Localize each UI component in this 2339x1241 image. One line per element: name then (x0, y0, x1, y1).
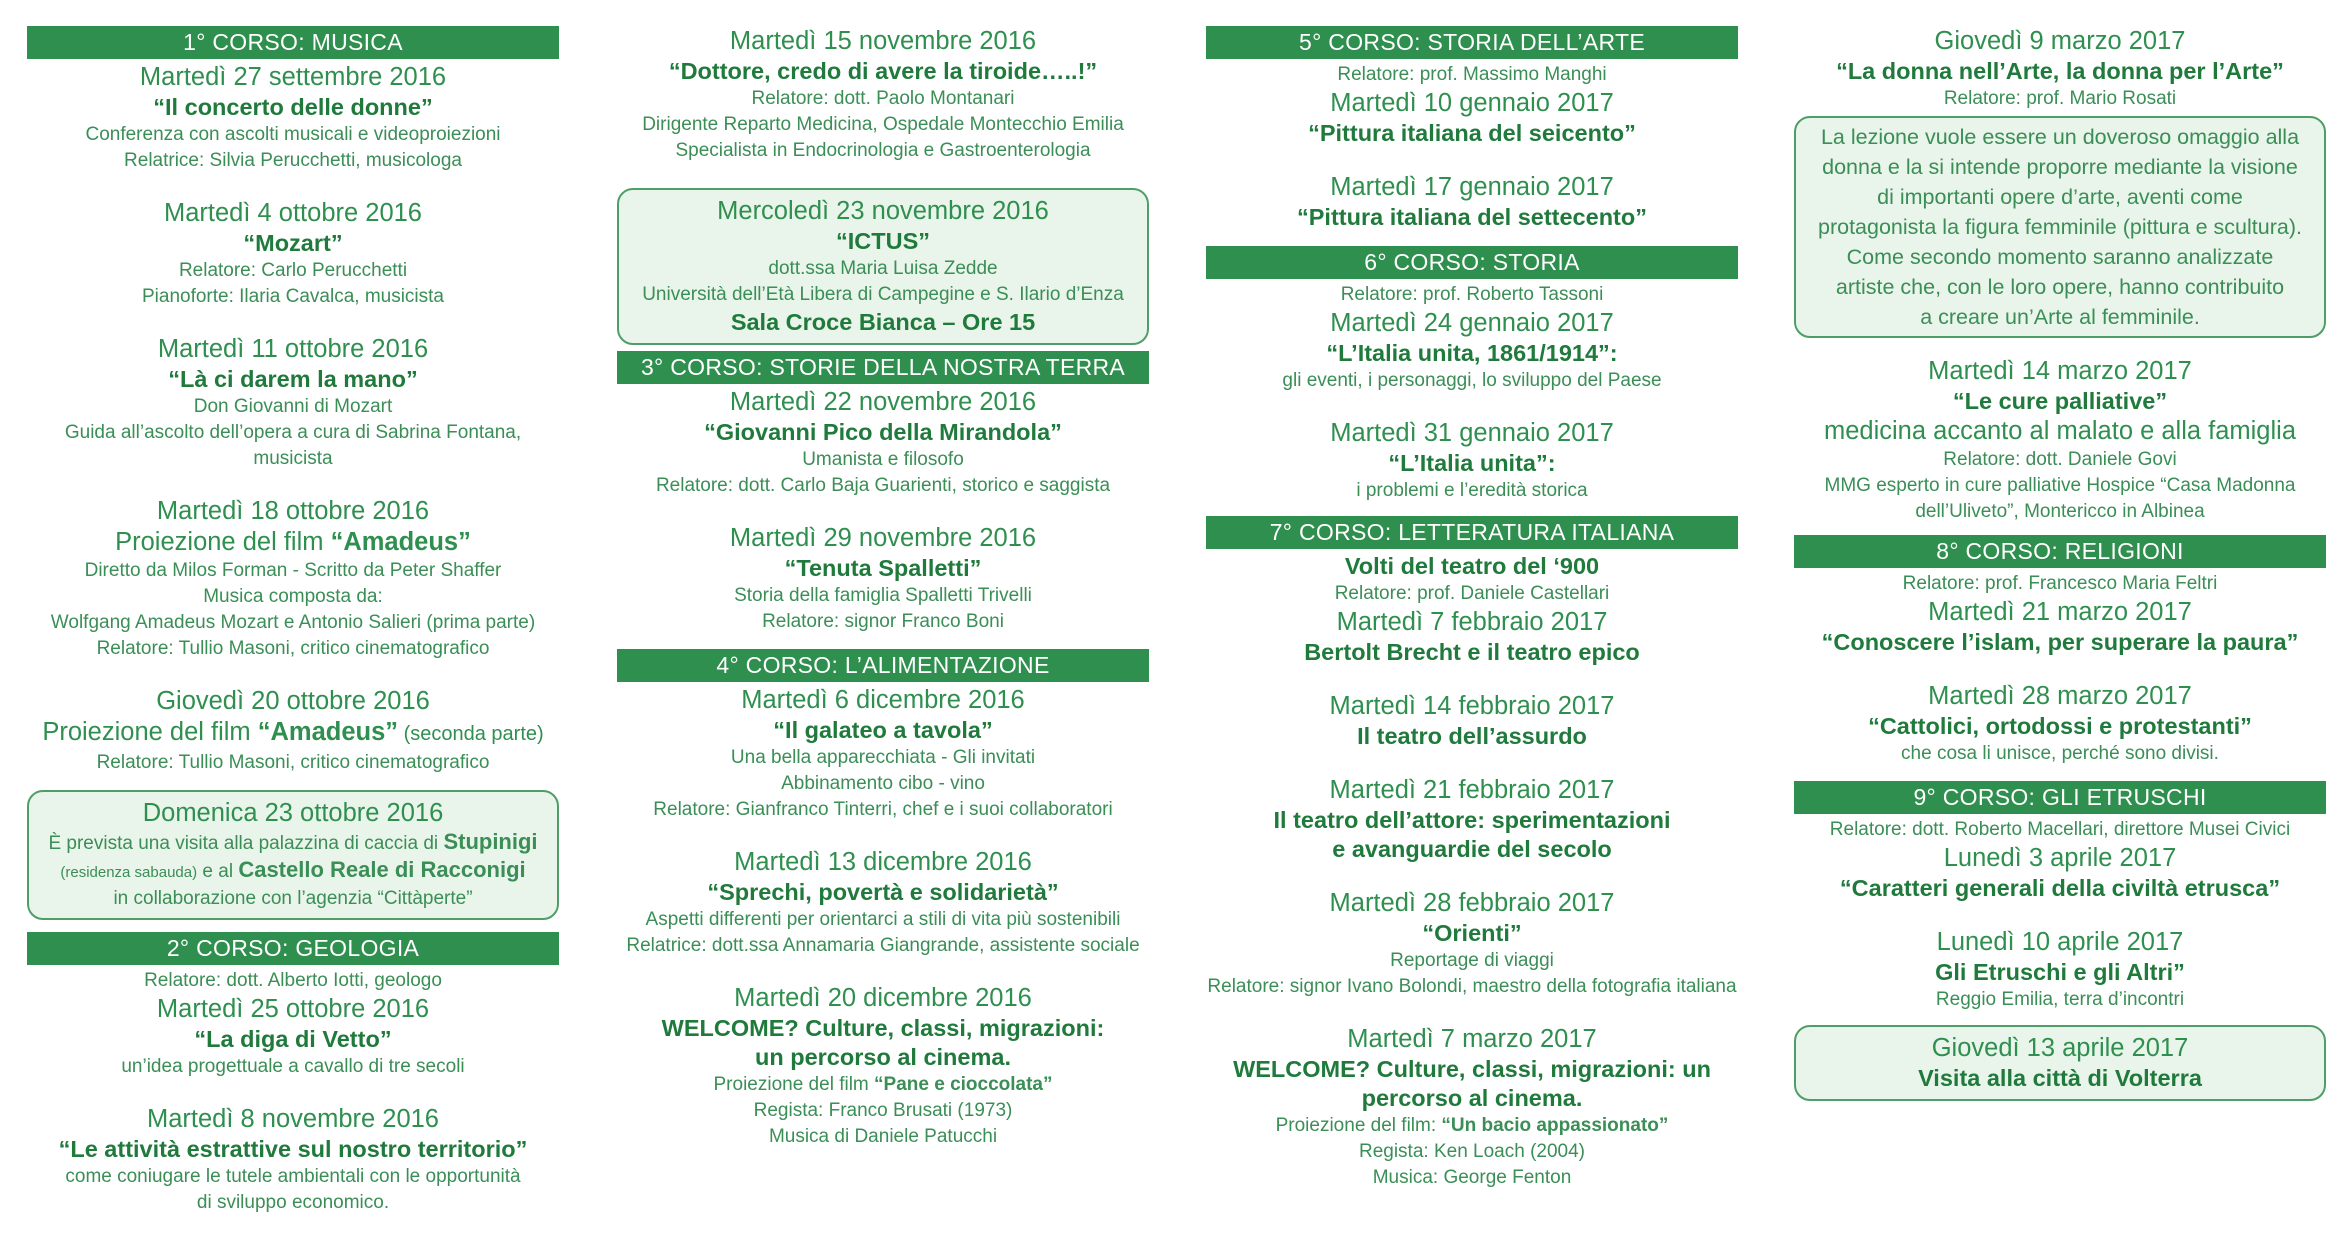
course-header-geologia: 2° CORSO: GEOLOGIA (27, 932, 559, 965)
column-2 (617, 26, 1149, 1150)
event-speaker: Relatore: dott. Daniele Govi (1943, 449, 2177, 470)
event (27, 496, 559, 662)
event-title: “Caratteri generali della civiltà etrusca” (1839, 875, 2281, 901)
event-prefix: Proiezione del film (115, 528, 331, 556)
event-title: “La diga di Vetto” (194, 1026, 392, 1052)
event-film: “Un bacio appassionato” (1441, 1115, 1669, 1136)
event-date: Martedì 28 febbraio 2017 (1329, 889, 1615, 917)
event (27, 334, 559, 472)
event (1794, 26, 2326, 112)
event-detail: Guida all’ascolto dell’opera a cura di Sabrina Fontana, musicista (64, 422, 522, 469)
event-detail: Regista: Franco Brusati (1973) (753, 1100, 1013, 1121)
event-speaker: Relatore: dott. Carlo Baja Guarienti, storico e saggista (655, 475, 1111, 496)
event-title: “Le attività estrattive sul nostro territorio” (58, 1136, 528, 1162)
event-date: Mercoledì 23 novembre 2016 (717, 197, 1049, 225)
event-date: Martedì 29 novembre 2016 (729, 524, 1037, 552)
event (27, 1104, 559, 1216)
event-title: Il teatro dell’attore: sperimentazioni (1273, 807, 1671, 833)
event (1206, 88, 1738, 148)
course-speaker: Relatore: prof. Roberto Tassoni (1340, 284, 1604, 305)
event-detail: Umanista e filosofo (802, 449, 964, 470)
event (1206, 308, 1738, 394)
event-detail: come coniugare le tutele ambientali con le opportunità (65, 1166, 521, 1187)
box-place: Castello Reale di Racconigi (238, 857, 526, 882)
event (1794, 597, 2326, 657)
event-film: “Pane e cioccolata” (874, 1074, 1053, 1095)
event-date: Martedì 15 novembre 2016 (729, 27, 1037, 55)
event-speaker: Relatrice: Silvia Perucchetti, musicologa (124, 150, 462, 171)
event (1206, 691, 1738, 751)
event-date: Martedì 24 gennaio 2017 (1330, 309, 1614, 337)
event-detail: Dirigente Reparto Medicina, Ospedale Montecchio Emilia (642, 114, 1124, 135)
box-line: protagonista la figura femminile (pittura e scultura). (1818, 215, 2302, 239)
column-1 (27, 26, 559, 1216)
column-3 (1206, 26, 1738, 1191)
event-date: Lunedì 10 aprile 2017 (1936, 928, 2184, 956)
event-date: Martedì 18 ottobre 2016 (156, 497, 430, 525)
event-speaker: Relatore: signor Franco Boni (762, 611, 1004, 632)
event-title: “L’Italia unita, 1861/1914”: (1326, 340, 1618, 366)
event-title: un percorso al cinema. (755, 1044, 1011, 1070)
event-detail: Abbinamento cibo - vino (781, 773, 985, 794)
event-date: Martedì 31 gennaio 2017 (1330, 419, 1614, 447)
event-prefix: Proiezione del film (42, 718, 258, 746)
event-date: Martedì 11 ottobre 2016 (157, 335, 429, 363)
event-suffix: (seconda parte) (398, 723, 544, 745)
box-line: donna e la si intende proporre mediante la visione (1822, 155, 2298, 179)
column-4 (1794, 26, 2326, 1101)
event-title: WELCOME? Culture, classi, migrazioni: un (1233, 1056, 1711, 1082)
event-date: Martedì 25 ottobre 2016 (156, 995, 430, 1023)
event-detail: Storia della famiglia Spalletti Trivelli (734, 585, 1032, 606)
event (617, 685, 1149, 823)
event-detail: i problemi e l’eredità storica (1356, 480, 1588, 501)
event-date: Martedì 4 ottobre 2016 (163, 199, 422, 227)
event-date: Martedì 13 dicembre 2016 (734, 848, 1032, 876)
event-date: Giovedì 13 aprile 2017 (1931, 1034, 2189, 1062)
event-speaker: Relatore: dott. Paolo Montanari (751, 88, 1015, 109)
event-title: “L’Italia unita”: (1388, 450, 1556, 476)
box-text: e al (197, 861, 239, 882)
event-detail: Musica di Daniele Patucchi (768, 1126, 998, 1147)
event-speaker: Relatore: Tullio Masoni, critico cinematografico (96, 638, 490, 659)
event-detail: Specialista in Endocrinologia e Gastroenterologia (675, 140, 1091, 161)
event-date: Martedì 28 marzo 2017 (1928, 682, 2192, 710)
box-place: Stupinigi (443, 829, 538, 854)
event-date: Martedì 10 gennaio 2017 (1330, 89, 1614, 117)
event-detail: che cosa li unisce, perché sono divisi. (1901, 743, 2219, 764)
event-title: “ICTUS” (836, 228, 930, 254)
event-film-line (1206, 1113, 1738, 1139)
box-line: in collaborazione con l’agenzia “Cittàperte” (113, 888, 473, 909)
event-detail: Conferenza con ascolti musicali e videoproiezioni (85, 124, 501, 145)
event (1206, 607, 1738, 667)
event-prefix: Proiezione del film: (1275, 1115, 1442, 1136)
event-detail: Don Giovanni di Mozart (193, 396, 393, 417)
course-header-arte: 5° CORSO: STORIA DELL’ARTE (1206, 26, 1738, 59)
event-detail: gli eventi, i personaggi, lo sviluppo del Paese (1282, 370, 1662, 391)
event-detail: MMG esperto in cure palliative Hospice “Casa Madonna (1824, 475, 2296, 496)
event-title: “Pittura italiana del settecento” (1297, 204, 1647, 230)
event-date: Martedì 20 dicembre 2016 (734, 984, 1032, 1012)
event-location: Sala Croce Bianca – Ore 15 (730, 309, 1036, 335)
event (1794, 681, 2326, 767)
event-speaker: Relatore: Carlo Perucchetti (178, 260, 408, 281)
event-detail: dell’Uliveto”, Montericco in Albinea (1915, 501, 2205, 522)
course-speaker: Relatore: prof. Daniele Castellari (1334, 583, 1610, 604)
event (27, 994, 559, 1080)
event-speaker: Relatore: signor Ivano Bolondi, maestro della fotografia italiana (1207, 976, 1737, 997)
highlight-box-visit (27, 790, 559, 920)
event-title: “Mozart” (243, 230, 343, 256)
course-header-storia: 6° CORSO: STORIA (1206, 246, 1738, 279)
event-title: “Il concerto delle donne” (153, 94, 433, 120)
event-title-line (27, 527, 559, 558)
event (1794, 356, 2326, 525)
event-speaker: Relatore: Gianfranco Tinterri, chef e i suoi collaboratori (653, 799, 1113, 820)
event-subtitle: medicina accanto al malato e alla famiglia (1824, 417, 2296, 445)
event (1206, 418, 1738, 504)
event-speaker: Relatore: Tullio Masoni, critico cinematografico (96, 752, 490, 773)
event-speaker: Relatore: prof. Mario Rosati (1943, 88, 2177, 109)
event-detail: un’idea progettuale a cavallo di tre secoli (121, 1056, 465, 1077)
event-detail: Wolfgang Amadeus Mozart e Antonio Salieri (prima parte) (50, 612, 536, 633)
event-title: percorso al cinema. (1361, 1085, 1583, 1111)
highlight-box-ictus (617, 188, 1149, 345)
course-header-religioni: 8° CORSO: RELIGIONI (1794, 535, 2326, 568)
course-speaker: Relatore: dott. Roberto Macellari, direttore Musei Civici (1829, 819, 2291, 840)
event-title-line (27, 717, 559, 750)
course-header-letteratura: 7° CORSO: LETTERATURA ITALIANA (1206, 516, 1738, 549)
event-title: “Conoscere l’islam, per superare la paura” (1821, 629, 2299, 655)
box-note: (residenza sabauda) (60, 864, 198, 881)
event-date: Martedì 7 marzo 2017 (1347, 1025, 1597, 1053)
box-line: di importanti opere d’arte, aventi come (1877, 185, 2243, 209)
box-line (33, 829, 553, 857)
event-title: “Amadeus” (330, 528, 471, 556)
event-detail: di sviluppo economico. (196, 1192, 390, 1213)
event-date: Martedì 14 febbraio 2017 (1329, 692, 1615, 720)
course-speaker: Relatore: dott. Alberto Iotti, geologo (144, 970, 442, 991)
event-detail: Pianoforte: Ilaria Cavalca, musicista (141, 286, 444, 307)
event-title: Visita alla città di Volterra (1918, 1065, 2202, 1091)
event (27, 198, 559, 310)
event-speaker: Relatrice: dott.ssa Annamaria Giangrande, assistente sociale (626, 935, 1140, 956)
event-date: Martedì 17 gennaio 2017 (1330, 173, 1614, 201)
event (1794, 843, 2326, 903)
box-line: Come secondo momento saranno analizzate (1846, 245, 2274, 269)
event-title: “Tenuta Spalletti” (784, 555, 982, 581)
course-header-musica: 1° CORSO: MUSICA (27, 26, 559, 59)
event-title: “Dottore, credo di avere la tiroide…..!” (668, 58, 1098, 84)
event (617, 983, 1149, 1150)
course-subtitle: Volti del teatro del ‘900 (1344, 553, 1600, 579)
course-header-storie: 3° CORSO: STORIE DELLA NOSTRA TERRA (617, 351, 1149, 384)
event-detail: Una bella apparecchiata - Gli invitati (730, 747, 1036, 768)
event-date: Martedì 7 febbraio 2017 (1336, 608, 1608, 636)
event-title: Gli Etruschi e gli Altri” (1935, 959, 2185, 985)
event (1206, 775, 1738, 864)
course-speaker: Relatore: prof. Massimo Manghi (1337, 64, 1607, 85)
event-detail: Università dell’Età Libera di Campegine e S. Ilario d’Enza (642, 284, 1124, 305)
event-detail: Diretto da Milos Forman - Scritto da Peter Shaffer (84, 560, 502, 581)
event-speaker: dott.ssa Maria Luisa Zedde (768, 258, 998, 279)
event-detail: Reportage di viaggi (1390, 950, 1554, 971)
event-detail: Regista: Ken Loach (2004) (1358, 1141, 1586, 1162)
event-title: Il teatro dell’assurdo (1357, 723, 1587, 749)
highlight-box-volterra (1794, 1025, 2326, 1101)
box-line (33, 857, 553, 886)
event-title: WELCOME? Culture, classi, migrazioni: (661, 1015, 1105, 1041)
event-title: “Giovanni Pico della Mirandola” (704, 419, 1062, 445)
box-text: È prevista una visita alla palazzina di caccia di (48, 833, 444, 854)
event-title: “Il galateo a tavola” (773, 717, 993, 743)
event-date: Giovedì 9 marzo 2017 (1934, 27, 2186, 55)
event (1206, 1024, 1738, 1191)
event-title: “Sprechi, povertà e solidarietà” (707, 879, 1059, 905)
event-detail: Reggio Emilia, terra d’incontri (1935, 989, 2185, 1010)
event-prefix: Proiezione del film (713, 1074, 875, 1095)
event-date: Lunedì 3 aprile 2017 (1943, 844, 2177, 872)
event (1794, 927, 2326, 1013)
event-film-line (617, 1072, 1149, 1098)
event (27, 62, 559, 174)
event-title: “Pittura italiana del seicento” (1308, 120, 1636, 146)
event (27, 686, 559, 776)
box-line: La lezione vuole essere un doveroso omaggio alla (1820, 125, 2300, 149)
event-date: Martedì 27 settembre 2016 (139, 63, 447, 91)
event-detail: Musica composta da: (203, 586, 383, 607)
event (617, 847, 1149, 959)
event-title: “Là ci darem la mano” (168, 366, 418, 392)
event-title: “Amadeus” (257, 718, 399, 746)
event-date: Martedì 6 dicembre 2016 (741, 686, 1025, 714)
event (1206, 888, 1738, 1000)
course-header-alimentazione: 4° CORSO: L’ALIMENTAZIONE (617, 649, 1149, 682)
event-detail: Musica: George Fenton (1372, 1167, 1572, 1188)
event-title: e avanguardie del secolo (1332, 836, 1612, 862)
description-box (1794, 116, 2326, 338)
event-date: Domenica 23 ottobre 2016 (142, 799, 444, 827)
event (617, 387, 1149, 499)
event (617, 523, 1149, 635)
box-line: artiste che, con le loro opere, hanno contribuito (1835, 275, 2285, 299)
event-date: Martedì 14 marzo 2017 (1928, 357, 2192, 385)
event-title: Bertolt Brecht e il teatro epico (1304, 639, 1640, 665)
event (617, 26, 1149, 164)
course-header-etruschi: 9° CORSO: GLI ETRUSCHI (1794, 781, 2326, 814)
box-line: a creare un’Arte al femminile. (1920, 305, 2200, 329)
event-date: Giovedì 20 ottobre 2016 (156, 687, 430, 715)
course-speaker: Relatore: prof. Francesco Maria Feltri (1902, 573, 2218, 594)
event-date: Martedì 21 marzo 2017 (1928, 598, 2192, 626)
event-detail: Aspetti differenti per orientarci a stili di vita più sostenibili (645, 909, 1121, 930)
event-date: Martedì 22 novembre 2016 (729, 388, 1037, 416)
event-title: “Cattolici, ortodossi e protestanti” (1868, 713, 2252, 739)
event-title: “Orienti” (1422, 920, 1522, 946)
event-date: Martedì 8 novembre 2016 (146, 1105, 439, 1133)
event-title: “La donna nell’Arte, la donna per l’Arte” (1836, 58, 2284, 84)
event (1206, 172, 1738, 232)
event-date: Martedì 21 febbraio 2017 (1329, 776, 1615, 804)
event-title: “Le cure palliative” (1952, 388, 2168, 414)
